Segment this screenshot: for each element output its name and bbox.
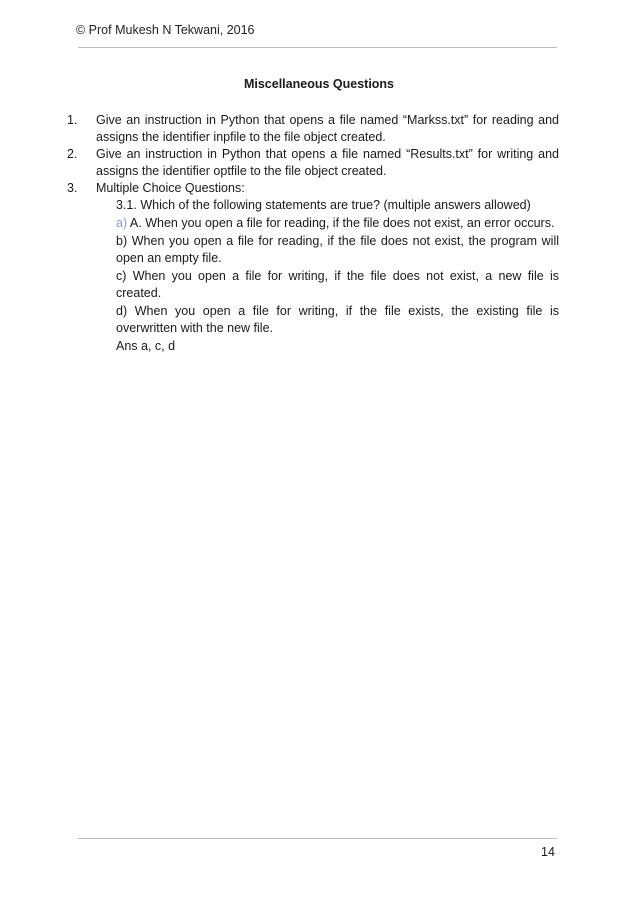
question-text: Give an instruction in Python that opens a file named “Results.txt” for writing and assigns the identifier optfile to the file object created. bbox=[96, 147, 559, 178]
option-a-text: A. When you open a file for reading, if the file does not exist, an error occurs. bbox=[127, 216, 555, 230]
mcq-option-a bbox=[116, 215, 559, 232]
question-number: 3. bbox=[67, 181, 78, 195]
mcq-option-d: d) When you open a file for writing, if the file exists, the existing file is overwritten with the new file. bbox=[116, 304, 559, 335]
mcq-answer: Ans a, c, d bbox=[116, 339, 176, 353]
page-header: © Prof Mukesh N Tekwani, 2016 bbox=[76, 23, 255, 37]
question-number: 1. bbox=[67, 113, 78, 127]
footer-divider bbox=[78, 838, 557, 839]
question-text: Multiple Choice Questions: bbox=[96, 181, 245, 195]
mcq-question: 3.1. Which of the following statements are true? (multiple answers allowed) bbox=[116, 198, 531, 212]
question-item bbox=[67, 180, 559, 197]
question-text: Give an instruction in Python that opens a file named “Markss.txt” for reading and assigns the identifier inpfile to the file object created. bbox=[96, 113, 559, 144]
question-list bbox=[67, 112, 559, 356]
mcq-option-c: c) When you open a file for writing, if the file does not exist, a new file is created. bbox=[116, 269, 559, 300]
mcq-option-b: b) When you open a file for reading, if the file does not exist, the program will open an empty file. bbox=[116, 234, 559, 265]
header-divider bbox=[78, 47, 557, 48]
question-number: 2. bbox=[67, 147, 78, 161]
option-a-letter: a) bbox=[116, 216, 128, 230]
page-number: 14 bbox=[541, 845, 555, 859]
question-item bbox=[67, 112, 559, 146]
section-title: Miscellaneous Questions bbox=[243, 77, 395, 91]
question-item bbox=[67, 146, 559, 180]
mcq-block bbox=[116, 197, 559, 355]
